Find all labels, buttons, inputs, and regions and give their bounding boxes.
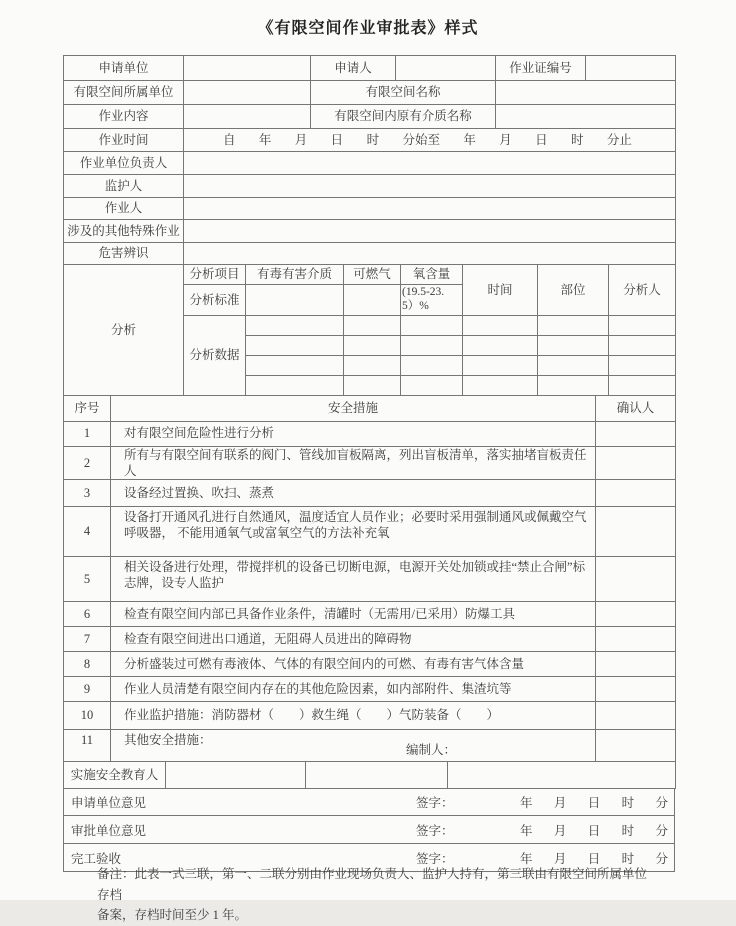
date-token: 日	[587, 823, 601, 838]
date-token: 月	[553, 851, 567, 866]
row-guardian	[64, 175, 676, 198]
empty-cell	[496, 105, 676, 129]
date-token: 时	[621, 796, 635, 811]
empty-cell	[596, 652, 676, 677]
empty-cell	[609, 375, 676, 395]
measure-no: 4	[64, 507, 111, 557]
empty-cell	[344, 355, 401, 375]
empty-cell	[184, 81, 311, 105]
label-analysis-time: 时间	[463, 265, 538, 316]
label-unit-leader: 作业单位负责人	[64, 152, 184, 175]
measure-no: 6	[64, 602, 111, 627]
measure-row	[64, 421, 676, 446]
empty-cell	[596, 557, 676, 602]
empty-cell	[401, 335, 463, 355]
analysis-table	[63, 264, 676, 396]
label-applicant-opinion: 申请单位意见	[71, 796, 147, 811]
time-token: 时	[366, 132, 380, 147]
label-analysis-data: 分析数据	[184, 315, 246, 395]
measure-row	[64, 730, 676, 762]
measures-header-row	[64, 395, 676, 421]
time-token: 年	[258, 132, 272, 147]
measure-no: 9	[64, 677, 111, 702]
empty-cell	[538, 335, 609, 355]
empty-cell	[246, 375, 344, 395]
empty-cell	[184, 243, 676, 265]
date-token: 分	[655, 796, 668, 811]
label-worker: 作业人	[64, 198, 184, 220]
empty-cell	[246, 285, 344, 316]
measure-no: 7	[64, 627, 111, 652]
label-space-name: 有限空间名称	[311, 81, 496, 105]
work-time-tokens	[187, 132, 672, 148]
empty-cell	[609, 355, 676, 375]
empty-cell	[596, 627, 676, 652]
empty-cell	[609, 315, 676, 335]
page-title: 《有限空间作业审批表》样式	[257, 20, 479, 37]
footnote-line2: 备案，存档时间至少 1 年。	[97, 908, 248, 923]
footnote	[97, 864, 657, 926]
time-token: 时	[571, 132, 584, 147]
applicant-opinion-row	[63, 788, 675, 816]
measure-text: 作业人员清楚有限空间内存在的其他危险因素，如内部附件、集渣坑等	[111, 677, 596, 702]
empty-cell	[596, 507, 676, 557]
label-work-time: 作业时间	[64, 129, 184, 152]
measure-row	[64, 507, 676, 557]
row-unit-leader	[64, 152, 676, 175]
label-oxygen-content: 氧含量	[401, 265, 463, 285]
label-flammable-gas: 可燃气	[344, 265, 401, 285]
empty-cell	[463, 375, 538, 395]
empty-cell	[586, 56, 676, 81]
label-analysis-part: 部位	[538, 265, 609, 316]
empty-cell	[344, 375, 401, 395]
measure-row	[64, 702, 676, 730]
label-space-owner-unit: 有限空间所属单位	[64, 81, 184, 105]
date-tokens	[520, 821, 668, 839]
date-token: 月	[553, 823, 567, 838]
measure-text: 检查有限空间内部已具备作业条件，清罐时（无需用/已采用）防爆工具	[111, 602, 596, 627]
compiler-label: 编制人：	[406, 742, 457, 757]
date-token: 日	[587, 796, 601, 811]
empty-cell	[306, 762, 448, 789]
measure-text: 对有限空间危险性进行分析	[111, 421, 596, 446]
empty-cell	[463, 355, 538, 375]
date-token: 月	[553, 796, 567, 811]
analysis-header-row	[64, 265, 676, 285]
time-token: 日	[330, 132, 344, 147]
time-token: 月	[294, 132, 308, 147]
empty-cell	[246, 355, 344, 375]
empty-cell	[596, 730, 676, 762]
label-analysis: 分析	[64, 265, 184, 396]
measure-text: 检查有限空间进出口通道，无阻碍人员进出的障碍物	[111, 627, 596, 652]
row-worker	[64, 198, 676, 220]
other-measures-cell	[111, 730, 596, 762]
empty-cell	[401, 375, 463, 395]
measure-row	[64, 652, 676, 677]
empty-cell	[344, 335, 401, 355]
label-permit-number: 作业证编号	[496, 56, 586, 81]
info-table	[63, 55, 676, 265]
empty-cell	[344, 315, 401, 335]
measure-row	[64, 677, 676, 702]
measure-text: 相关设备进行处理，带搅拌机的设备已切断电源，电源开关处加锁或挂“禁止合闸”标志牌，设专人监护	[111, 557, 596, 602]
label-approval-opinion: 审批单位意见	[71, 823, 147, 838]
measure-no: 10	[64, 702, 111, 730]
label-toxic-medium: 有毒有害介质	[246, 265, 344, 285]
row-applicant	[64, 56, 676, 81]
empty-cell	[184, 175, 676, 198]
empty-cell	[166, 762, 306, 789]
work-time-cell	[184, 129, 676, 152]
education-row	[64, 762, 676, 789]
empty-cell	[401, 315, 463, 335]
approval-opinion-row	[63, 815, 675, 844]
time-token: 分止	[606, 132, 632, 147]
measure-row	[64, 557, 676, 602]
time-token: 年	[463, 132, 476, 147]
empty-cell	[448, 762, 676, 789]
empty-cell	[344, 285, 401, 316]
empty-cell	[538, 375, 609, 395]
row-owner-unit	[64, 81, 676, 105]
date-token: 分	[655, 823, 668, 838]
row-work-content	[64, 105, 676, 129]
empty-cell	[538, 315, 609, 335]
form-table-wrapper	[63, 55, 675, 872]
date-token: 分	[655, 851, 668, 866]
header-safety-measure: 安全措施	[111, 395, 596, 421]
label-completion-acceptance: 完工验收	[71, 851, 122, 866]
measure-row	[64, 446, 676, 480]
empty-cell	[496, 81, 676, 105]
empty-cell	[596, 602, 676, 627]
empty-cell	[596, 421, 676, 446]
empty-cell	[538, 355, 609, 375]
label-work-content: 作业内容	[64, 105, 184, 129]
measure-text: 其他安全措施：	[124, 733, 212, 748]
measure-row	[64, 602, 676, 627]
empty-cell	[396, 56, 496, 81]
footnote-line1: 备注：此表一式三联，第一、二联分别由作业现场负责人、监护人持有，第三联由有限空间所属单位存档	[97, 867, 648, 902]
label-safety-educator: 实施安全教育人	[64, 762, 166, 789]
label-guardian: 监护人	[64, 175, 184, 198]
empty-cell	[246, 315, 344, 335]
empty-cell	[184, 105, 311, 129]
date-tokens	[520, 793, 668, 811]
oxygen-standard-value: (19.5-23.5）%	[401, 285, 463, 316]
empty-cell	[463, 315, 538, 335]
time-token: 日	[535, 132, 548, 147]
measures-table	[63, 395, 676, 763]
empty-cell	[184, 220, 676, 243]
signature-label: 签字：	[416, 823, 454, 838]
measure-no: 1	[64, 421, 111, 446]
time-token: 自	[223, 132, 236, 147]
empty-cell	[184, 56, 311, 81]
empty-cell	[596, 446, 676, 480]
empty-cell	[463, 335, 538, 355]
label-other-special-work: 涉及的其他特殊作业	[64, 220, 184, 243]
measure-text: 设备打开通风孔进行自然通风，温度适宜人员作业；必要时采用强制通风或佩戴空气呼吸器， 不能用通氧气或富氧空气的方法补充氧	[111, 507, 596, 557]
measure-no: 3	[64, 480, 111, 507]
header-seq-no: 序号	[64, 395, 111, 421]
date-token: 年	[520, 851, 533, 866]
empty-cell	[184, 198, 676, 220]
measure-no: 2	[64, 446, 111, 480]
measure-row	[64, 627, 676, 652]
measure-no: 8	[64, 652, 111, 677]
row-other-special-work	[64, 220, 676, 243]
measure-text: 设备经过置换、吹扫、蒸煮	[111, 480, 596, 507]
label-hazard-identification: 危害辨识	[64, 243, 184, 265]
signature-label: 签字：	[416, 796, 454, 811]
signature-label: 签字：	[416, 851, 454, 866]
empty-cell	[596, 480, 676, 507]
measure-text: 分析盛装过可燃有毒液体、气体的有限空间内的可燃、有毒有害气体含量	[111, 652, 596, 677]
row-hazard-identification	[64, 243, 676, 265]
measure-no: 5	[64, 557, 111, 602]
empty-cell	[184, 152, 676, 175]
label-original-medium: 有限空间内原有介质名称	[311, 105, 496, 129]
label-analyst: 分析人	[609, 265, 676, 316]
empty-cell	[401, 355, 463, 375]
empty-cell	[609, 335, 676, 355]
measure-text: 所有与有限空间有联系的阀门、管线加盲板隔离，列出盲板清单，落实抽堵盲板责任人	[111, 446, 596, 480]
empty-cell	[596, 677, 676, 702]
label-applicant-person: 申请人	[311, 56, 396, 81]
date-token: 年	[520, 823, 533, 838]
empty-cell	[596, 702, 676, 730]
time-token: 月	[499, 132, 512, 147]
time-token: 分始至	[402, 132, 440, 147]
measure-row	[64, 480, 676, 507]
label-analysis-item: 分析项目	[184, 265, 246, 285]
date-token: 时	[621, 851, 635, 866]
measure-no: 11	[64, 730, 111, 762]
measure-text: 作业监护措施：消防器材（ ）救生绳（ ）气防装备（ ）	[111, 702, 596, 730]
label-applicant-unit: 申请单位	[64, 56, 184, 81]
date-token: 日	[587, 851, 601, 866]
header-confirm-person: 确认人	[596, 395, 676, 421]
label-analysis-standard: 分析标准	[184, 285, 246, 316]
row-work-time	[64, 129, 676, 152]
empty-cell	[246, 335, 344, 355]
date-token: 时	[621, 823, 635, 838]
date-token: 年	[520, 796, 533, 811]
education-table	[63, 761, 676, 789]
